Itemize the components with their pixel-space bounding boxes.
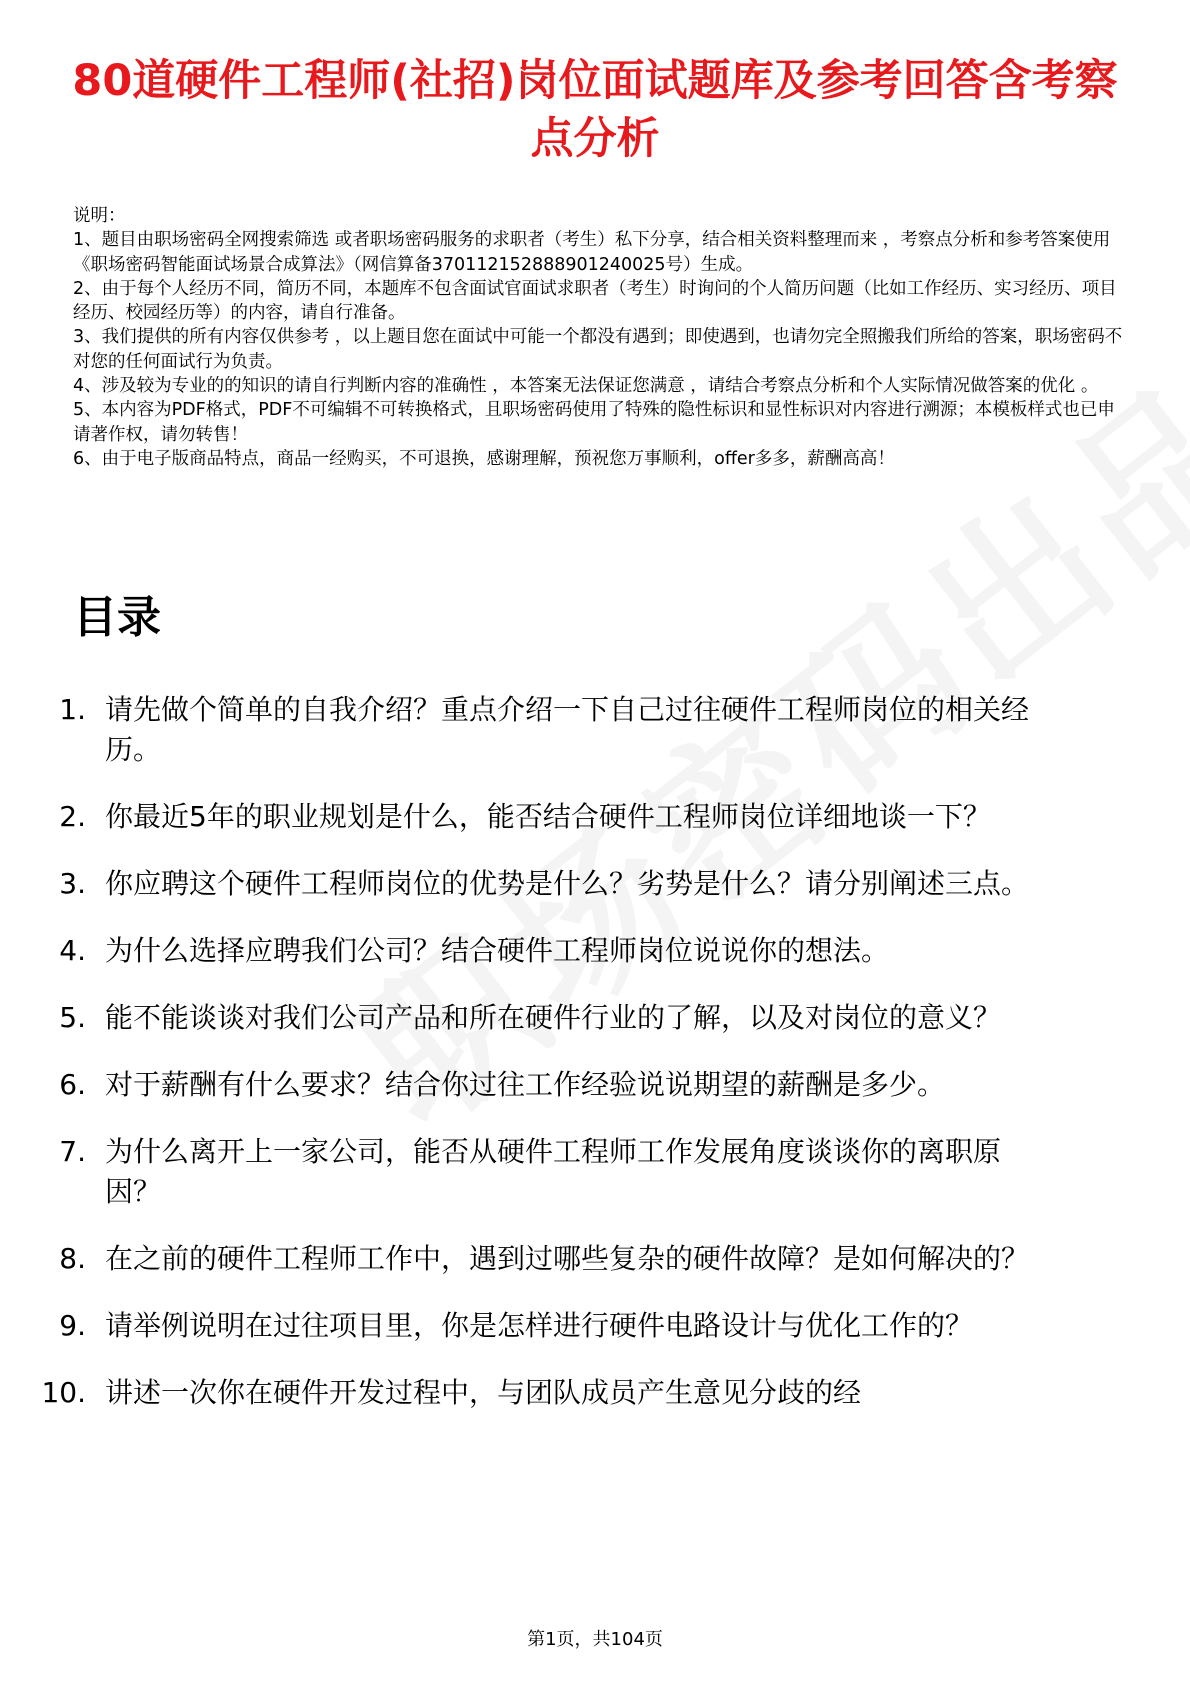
- toc-item[interactable]: [0, 864, 1190, 904]
- toc-item[interactable]: [0, 1306, 1190, 1346]
- toc-item-number: 1.: [59, 693, 86, 726]
- note-item: 1、题目由职场密码全网搜索筛选 或者职场密码服务的求职者（考生）私下分享，结合相关资料整理而来 ，考察点分析和参考答案使用《职场密码智能面试场景合成算法》（网信算备370112152888901240025号）生成。: [73, 230, 1111, 275]
- toc-item[interactable]: [0, 998, 1190, 1038]
- toc-item[interactable]: [0, 1065, 1190, 1105]
- toc-item-text[interactable]: 为什么选择应聘我们公司？结合硬件工程师岗位说说你的想法。: [105, 934, 890, 967]
- toc-item[interactable]: [0, 690, 1190, 770]
- toc-item-text[interactable]: 讲述一次你在硬件开发过程中，与团队成员产生意见分歧的经: [105, 1376, 862, 1409]
- note-item: 2、由于每个人经历不同，简历不同，本题库不包含面试官面试求职者（考生）时询问的个人简历问题（比如工作经历、实习经历、项目经历、校园经历等）的内容，请自行准备。: [73, 278, 1117, 324]
- toc-item[interactable]: [0, 797, 1190, 837]
- toc-item-text[interactable]: 请先做个简单的自我介绍？重点介绍一下自己过往硬件工程师岗位的相关经历。: [105, 693, 1030, 766]
- toc-item-text[interactable]: 能不能谈谈对我们公司产品和所在硬件行业的了解，以及对岗位的意义？: [105, 1001, 1002, 1034]
- toc-item-number: 8.: [59, 1242, 86, 1275]
- document-title: 80道硬件工程师(社招)岗位面试题库及参考回答含考察点分析: [72, 56, 1118, 164]
- toc-item-text[interactable]: 你应聘这个硬件工程师岗位的优势是什么？劣势是什么？请分别阐述三点。: [105, 867, 1030, 900]
- toc-item-number: 6.: [59, 1068, 86, 1101]
- toc-item[interactable]: [0, 1239, 1190, 1279]
- toc-item-number: 7.: [59, 1135, 86, 1168]
- toc-heading: 目录: [73, 592, 161, 643]
- toc-item-number: 3.: [59, 867, 86, 900]
- note-item: 4、涉及较为专业的的知识的请自行判断内容的准确性 ，本答案无法保证您满意 ，请结合考察点分析和个人实际情况做答案的优化 。: [73, 376, 1099, 397]
- note-item: 3、我们提供的所有内容仅供参考 ，以上题目您在面试中可能一个都没有遇到；即使遇到，也请勿完全照搬我们所给的答案，职场密码不对您的任何面试行为负责。: [73, 327, 1123, 372]
- toc-item[interactable]: [0, 1132, 1190, 1212]
- toc-item-number: 5.: [59, 1001, 86, 1034]
- toc-item-number: 4.: [59, 934, 86, 967]
- notes-heading: 说明：: [73, 206, 126, 226]
- page-number-footer: 第1页，共104页: [527, 1629, 663, 1650]
- note-item: 5、本内容为PDF格式，PDF不可编辑不可转换格式，且职场密码使用了特殊的隐性标识和显性标识对内容进行溯源；本模板样式也已申请著作权，请勿转售！: [73, 400, 1115, 445]
- note-item: 6、由于电子版商品特点，商品一经购买，不可退换，感谢理解，预祝您万事顺利，offer多多，薪酬高高！: [73, 448, 895, 469]
- notes-section: [73, 204, 1123, 471]
- toc-item-text[interactable]: 在之前的硬件工程师工作中，遇到过哪些复杂的硬件故障？是如何解决的？: [105, 1242, 1030, 1275]
- toc-item-text[interactable]: 为什么离开上一家公司，能否从硬件工程师工作发展角度谈谈你的离职原因？: [105, 1135, 1002, 1208]
- toc-list: [0, 690, 1190, 1440]
- toc-item-text[interactable]: 请举例说明在过往项目里，你是怎样进行硬件电路设计与优化工作的？: [105, 1309, 974, 1342]
- toc-item-text[interactable]: 对于薪酬有什么要求？结合你过往工作经验说说期望的薪酬是多少。: [105, 1068, 946, 1101]
- toc-item[interactable]: [0, 931, 1190, 971]
- toc-item-text[interactable]: 你最近5年的职业规划是什么，能否结合硬件工程师岗位详细地谈一下？: [105, 800, 991, 833]
- toc-item[interactable]: [0, 1373, 1190, 1413]
- toc-item-number: 2.: [59, 800, 86, 833]
- toc-item-number: 9.: [59, 1309, 86, 1342]
- toc-item-number: 10.: [41, 1376, 86, 1409]
